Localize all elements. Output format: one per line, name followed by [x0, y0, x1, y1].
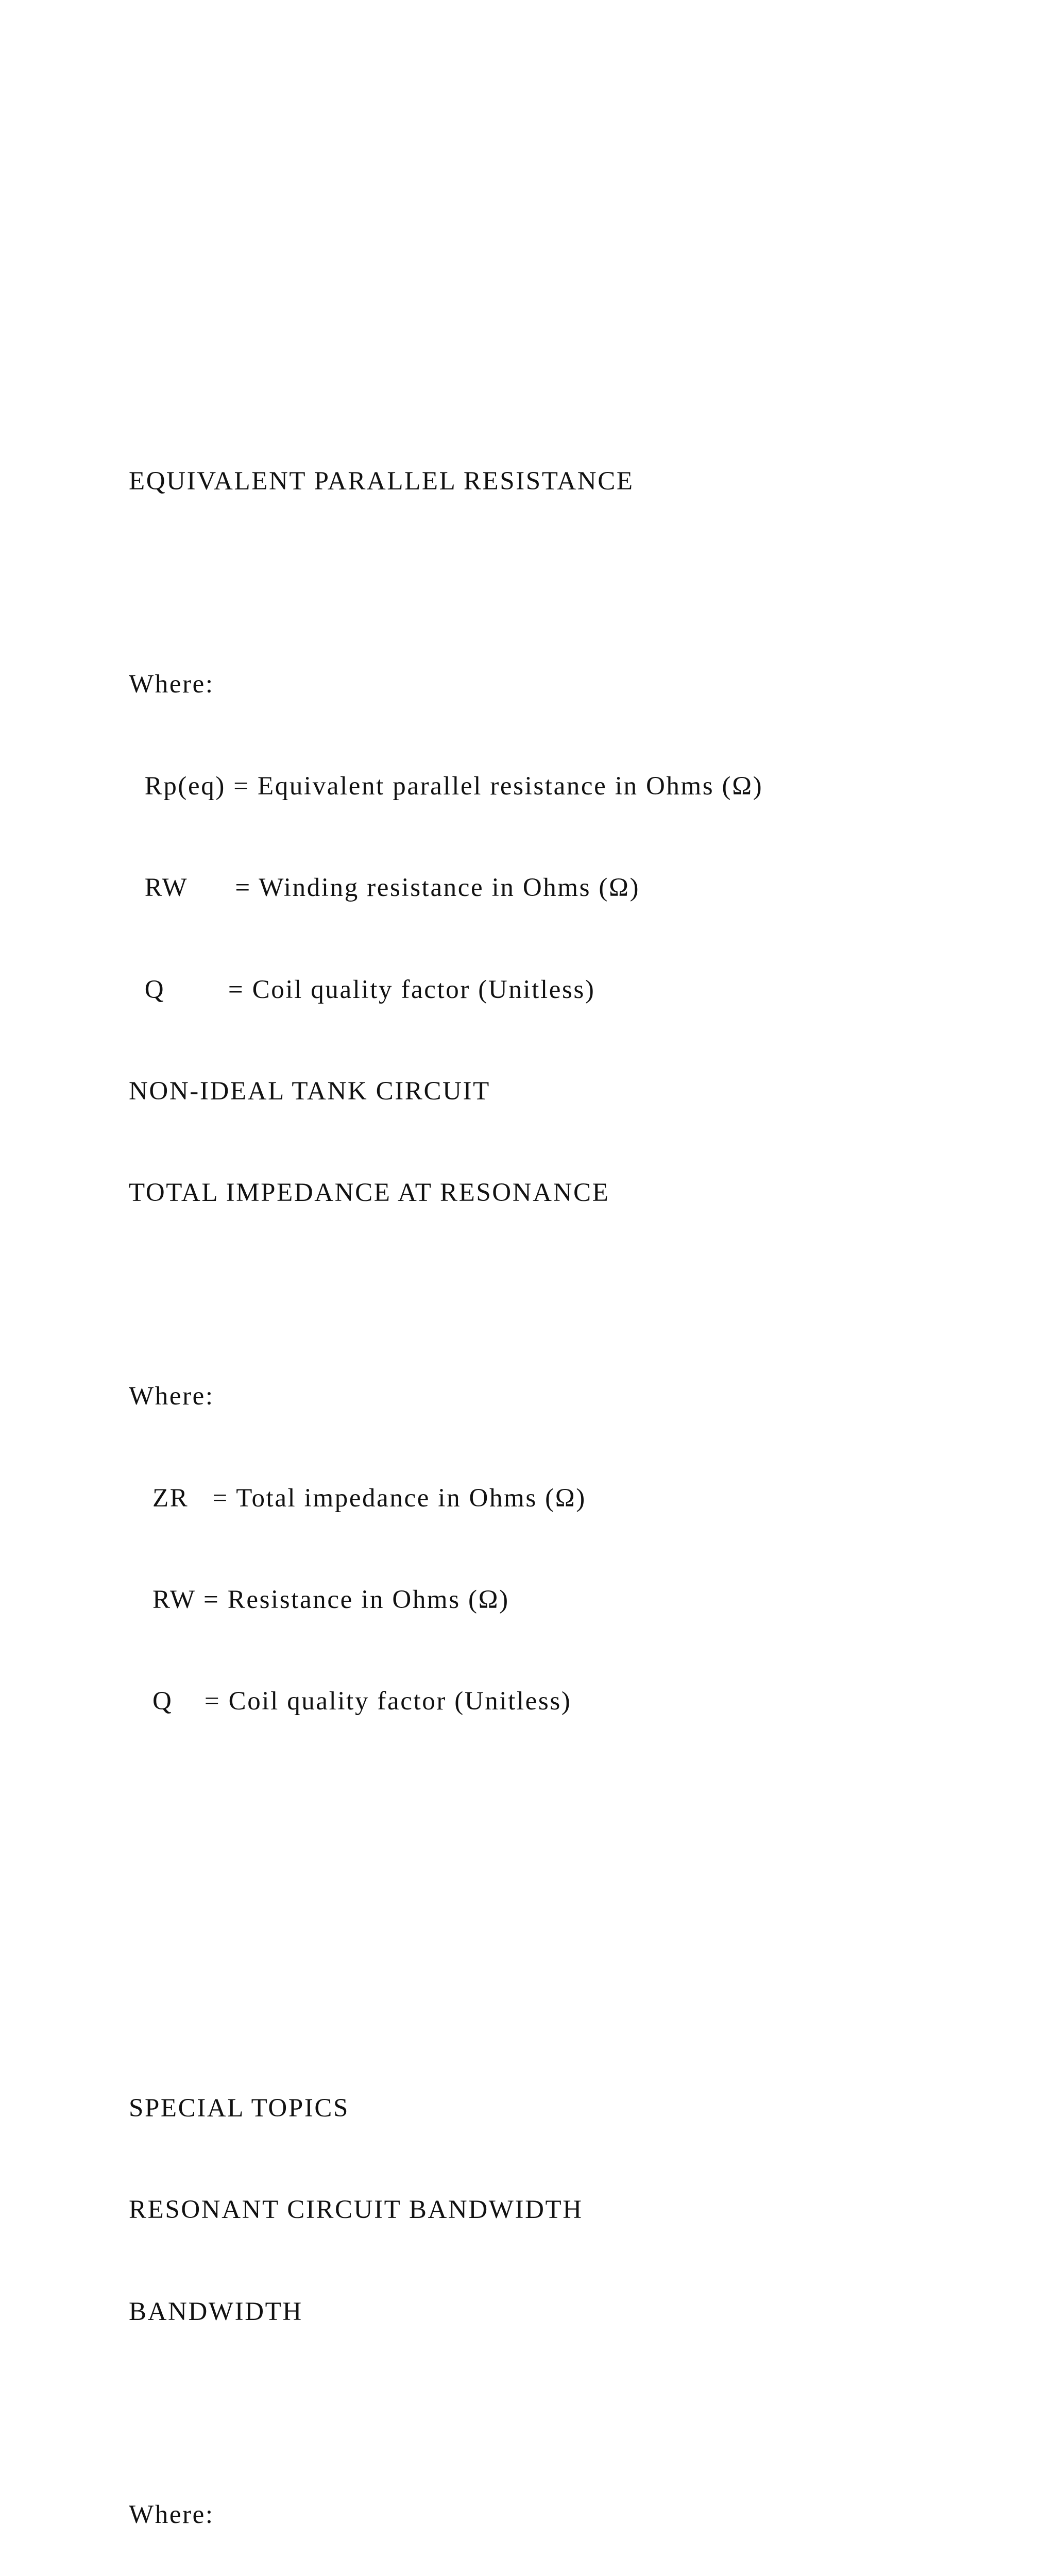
definition-zr: ZR = Total impedance in Ohms (Ω)	[129, 1483, 586, 1513]
blank-line	[129, 1278, 763, 1312]
heading-total-impedance-at-resonance: TOTAL IMPEDANCE AT RESONANCE	[129, 1178, 610, 1208]
document-text-block	[129, 397, 763, 2576]
where-label: Where:	[129, 1382, 214, 1411]
where-label: Where:	[129, 670, 214, 699]
blank-line	[129, 1787, 763, 1821]
heading-resonant-circuit-bandwidth: RESONANT CIRCUIT BANDWIDTH	[129, 2195, 583, 2225]
heading-non-ideal-tank-circuit: NON-IDEAL TANK CIRCUIT	[129, 1076, 490, 1106]
blank-line	[129, 2397, 763, 2431]
heading-bandwidth: BANDWIDTH	[129, 2297, 303, 2326]
definition-rpeq: Rp(eq) = Equivalent parallel resistance in Ohms (Ω)	[129, 771, 763, 801]
heading-equivalent-parallel-resistance: EQUIVALENT PARALLEL RESISTANCE	[129, 466, 634, 496]
where-label: Where:	[129, 2500, 214, 2530]
blank-line	[129, 566, 763, 600]
blank-line	[129, 1990, 763, 2024]
definition-rw-winding: RW = Winding resistance in Ohms (Ω)	[129, 873, 640, 903]
definition-q: Q = Coil quality factor (Unitless)	[129, 975, 595, 1004]
heading-special-topics: SPECIAL TOPICS	[129, 2093, 349, 2123]
blank-line	[129, 1888, 763, 1922]
definition-rw-resistance: RW = Resistance in Ohms (Ω)	[129, 1585, 509, 1614]
definition-q: Q = Coil quality factor (Unitless)	[129, 1687, 572, 1716]
